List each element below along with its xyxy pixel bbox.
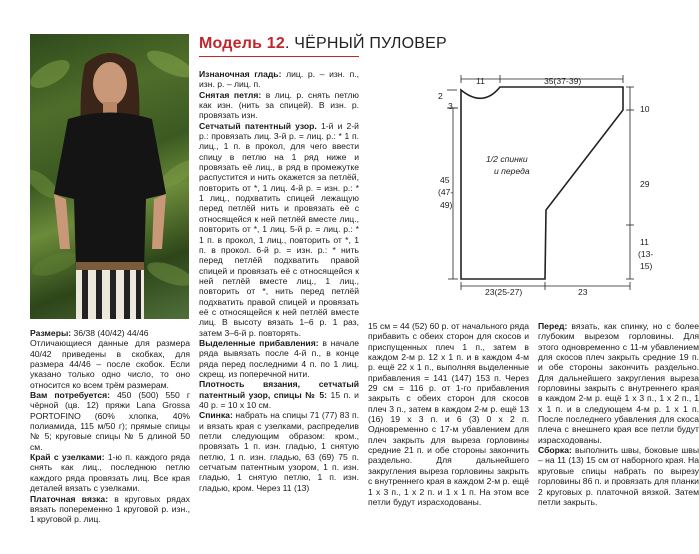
model-name: . ЧЁРНЫЙ ПУЛОВЕР	[285, 35, 447, 52]
dim-left-height-2: (47-	[438, 187, 454, 197]
increases-heading: Выделенные прибавления:	[199, 337, 319, 348]
reverse-stockinette-heading: Изнаночная гладь:	[199, 69, 282, 79]
dim-neck-depth-top: 2	[438, 91, 443, 101]
reverse-stockinette-text: лиц. р. – изн. п., изн. р. – лиц. п.	[199, 69, 360, 90]
front-paragraph	[538, 321, 699, 445]
edge-heading: Край с узелками:	[30, 452, 105, 463]
sizes-paragraph	[30, 328, 190, 338]
slip-stitch-heading: Снятая петля:	[199, 89, 262, 100]
dim-right-top: 10	[640, 104, 650, 114]
pattern-title	[199, 35, 447, 53]
dim-right-low-1: 11	[640, 237, 649, 247]
dim-neck-depth-bottom: 3	[448, 101, 453, 111]
gauge-paragraph	[199, 379, 359, 410]
garter-heading: Платочная вязка:	[30, 493, 109, 504]
brioche-paragraph	[199, 121, 359, 338]
slip-stitch-text: в лиц. р. снять петлю как изн. (нить за спицей). В изн. р. провязать изн.	[199, 89, 359, 121]
dim-bottom-left: 23(25-27)	[485, 287, 523, 297]
gauge-text: 15 п. и 40 р. = 10 х 10 см.	[199, 389, 359, 410]
model-number: Модель 12	[199, 35, 285, 52]
garter-paragraph	[30, 494, 190, 525]
back-heading: Спинка:	[199, 410, 233, 421]
schematic-diagram	[368, 70, 699, 315]
materials-text: 450 (500) 550 г чёрной (цв. 12) пряжи Lana Grossa PORTOFINO (60% хлопка, 40% полиамида, 115 м/50 г); прямые спицы № 5; круговые спицы № 5 длиной 50 см.	[30, 390, 190, 452]
body-outline	[461, 87, 623, 279]
materials-paragraph	[30, 390, 190, 452]
increases-paragraph	[199, 338, 359, 379]
front-text: вязать, как спинку, но с более глубоким вырезом горловины. Для этого одновременно с 11-м убавлением для скосов плеч закрыть средние 19 п. и обе стороны закончить раздельно. Для дальнейшего закругления выреза горловины закрыть с внутреннего края в каждом 2-м р. ещё 1 х 3 п., 1 х 2 п., 1 х 1 п. и в следующем 4-м р. 1 х 1 п. После последнего убавления для скоса плеча с внешнего края все петли будут израсходованы.	[538, 321, 699, 445]
increases-text: в начале ряда вывязать после 4-й п., в конце ряда перед последними 4 п. по 1 лиц. скрещ. из поперечной нити.	[199, 337, 359, 379]
column-front-assembly	[538, 321, 699, 507]
title-divider	[199, 56, 359, 57]
back-continued-text: 15 см = 44 (52) 60 р. от начального ряда прибавить с обеих сторон для скосов и приспущенных плеч 1 п., затем в каждом 2-м р. 12 х 1 п. и в каждом 4-м р. ещё 22 х 1 п., выполняя выделенные прибавления = 141 (147) 153 п. Через 29 см = 116 р. от 1-го прибавления закрыть с обеих сторон для скосов плеч 3 п., затем в каждом 2-м р. ещё 13 (16) 19 х 3 п. и 6 (3) 0 х 2 п. Одновременно с 17-м убавлением для плеч закрыть для выреза горловины средние 21 п. и обе стороны закончить раздельно. Для дальнейшего закругления выреза горловины закрыть с внутреннего края в каждом 2-м р. ещё 1 х 3 п., 1 х 2 п. и 1 х 1 п. На этом все петли будут израсходованы.	[368, 321, 529, 507]
center-label-line2: и переда	[494, 166, 530, 176]
assembly-paragraph	[538, 445, 699, 507]
sizes-heading: Размеры:	[30, 328, 72, 338]
dim-top-neck: 11	[476, 76, 485, 86]
gauge-heading: Плотность вязания, сетчатый патентный узор, спицы № 5:	[199, 379, 359, 400]
reverse-stockinette-paragraph	[199, 69, 359, 90]
model-photo	[30, 34, 189, 319]
dim-left-height-3: 49)	[440, 200, 453, 210]
dim-right-low-2: (13-	[638, 249, 654, 259]
column-stitches	[199, 69, 359, 493]
sizes-note: Отличающиеся данные для размера 40/42 приведены в скобках, для размера 44/46 – после скобок. Если указано только одно число, то оно относится ко всем трём размерам.	[30, 338, 190, 390]
brioche-heading: Сетчатый патентный узор.	[199, 120, 317, 131]
dim-top-shoulder: 35(37-39)	[544, 76, 582, 86]
dim-right-mid: 29	[640, 179, 650, 189]
column-back-continued	[368, 321, 529, 507]
dim-left-height-1: 45	[440, 175, 450, 185]
sizes-text: 36/38 (40/42) 44/46	[71, 328, 149, 338]
edge-text: 1-ю п. каждого ряда снять как лиц., последнюю петлю каждого ряда провязать лиц. Все края деталей вязать с узелками.	[30, 452, 190, 494]
front-heading: Перед:	[538, 321, 568, 331]
dim-bottom-right: 23	[578, 287, 588, 297]
garter-text: в круговых рядах вязать попеременно 1 круговой р. изн., 1 круговой р. лиц.	[30, 493, 190, 525]
center-label-line1: 1/2 спинки	[486, 154, 528, 164]
edge-paragraph	[30, 452, 190, 493]
dim-right-low-3: 15)	[640, 261, 653, 271]
column-sizes-materials	[30, 328, 190, 525]
back-paragraph	[199, 410, 359, 493]
materials-heading: Вам потребуется:	[30, 390, 110, 401]
back-text: набрать на спицы 71 (77) 83 п. и вязать края с узелками, распределив петли следующим образом: кром., провязать 1 п. изн. гладью, 1 снятую петлю, 1 п. изн. гладью, 63 (69) 75 п. сетчатым патентным узором, 1 п. изн. гладью, 1 снятую петлю, 1 п. изн. гладью, кром. Через 11 (13)	[199, 410, 359, 493]
assembly-heading: Сборка:	[538, 445, 572, 456]
slip-stitch-paragraph	[199, 90, 359, 121]
assembly-text: выполнить швы, боковые швы – на 11 (13) 15 см от наборного края. На круговые спицы набрать по вырезу горловины 86 п. и провязать для планки 2 круговых р. платочной вязкой. Затем петли закрыть.	[538, 445, 699, 507]
brioche-text: 1-й и 2-й р.: провязать лиц. 3-й р. = лиц. р.: * 1 п. лиц., 1 п. в прокол, для чего ввести спицу в петлю на 1 ряд ниже и провязать её лиц., в ряд в промежутке распустится и нить окажется за петлёй, повторить от *, 1 лиц. 4-й р. = изн. р.: * 1 лиц., подхватить спицей лежащую перед петлёй нить и провязать её с относящейся к ней петлёй вместе лиц., повторить от *, 1 лиц. 5-й р. = лиц. р.: * 1 п. в прокол, 1 лиц., повторить от *, 1 п. в прокол. 6-й р. = изн. р.: * нить перед петлёй подхватить правой спицей и провязать её с относящейся к ней петлёй вместе лиц., 1 лиц., повторить от *, нить перед петлёй подхватить правой спицей и провязать её с относящейся к ней петлёй вместе лиц. В высоту вязать 1–6 р. 1 раз, затем 3–6-й р. повторять.	[199, 120, 359, 338]
